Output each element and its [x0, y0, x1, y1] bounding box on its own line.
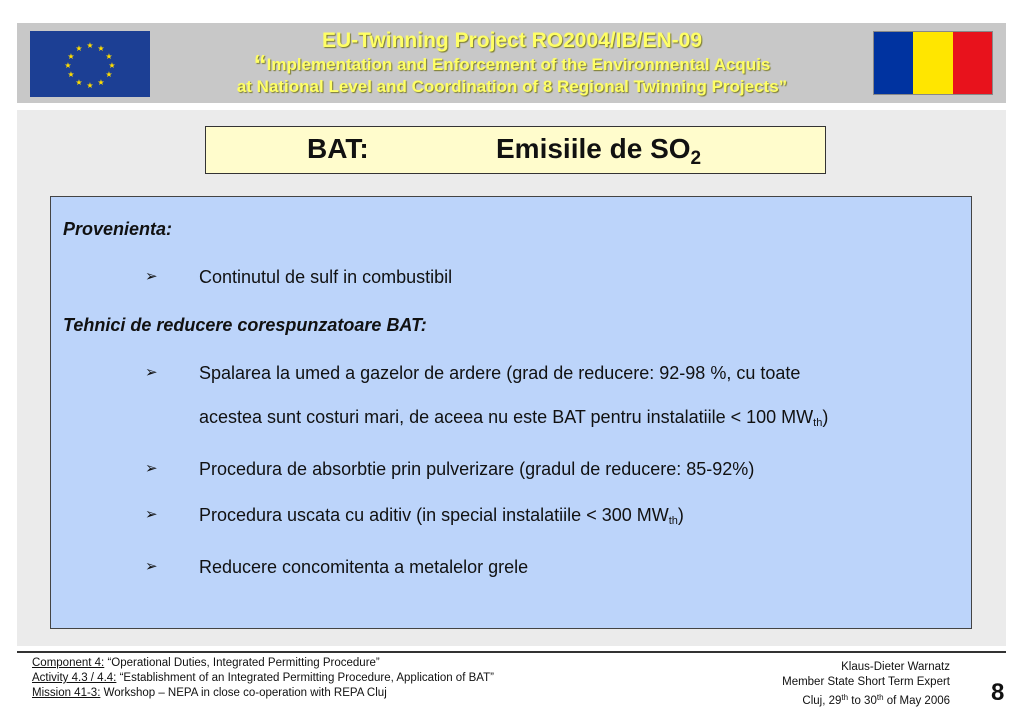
title-subscript: 2	[690, 148, 702, 169]
ro-flag-yellow	[913, 32, 952, 94]
footer-component: Component 4: “Operational Duties, Integrated Permitting Procedure”	[32, 657, 380, 669]
list-item: ➢ Spalarea la umed a gazelor de ardere (grad de reducere: 92-98 %, cu toate acestea sunt costuri mari, de aceea nu este BAT pentru instalatiile < 100 $MW_{th}$)	[145, 363, 829, 429]
ro-flag-red	[953, 32, 992, 94]
title-left: BAT:	[307, 133, 369, 164]
svg-text:★: ★	[75, 44, 83, 53]
list-item: ➢ Continutul de sulf in combustibil	[145, 267, 453, 287]
list-item: ➢ Procedura de absorbtie prin pulverizare (gradul de reducere: 85-92%)	[145, 459, 755, 479]
footer-divider	[17, 651, 1006, 653]
footer-author: Klaus-Dieter Warnatz	[841, 661, 950, 673]
svg-text:★: ★	[67, 70, 75, 79]
footer-activity: Activity 4.3 / 4.4: “Establishment of an Integrated Permitting Procedure, Application of BAT”	[32, 672, 494, 684]
arrow-bullet-icon: ➢	[145, 558, 158, 575]
footer-date: Cluj, 29th to 30th of May 2006	[802, 693, 950, 707]
list-item: ➢ Reducere concomitenta a metalelor grele	[145, 557, 529, 577]
footer-right	[782, 660, 950, 709]
svg-text:★: ★	[86, 41, 94, 50]
open-quote: “	[253, 49, 267, 79]
header-title	[157, 25, 867, 95]
heading-tehnici: Tehnici de reducere corespunzatoare BAT:	[63, 315, 427, 335]
arrow-bullet-icon: ➢	[145, 268, 158, 285]
svg-text:★: ★	[105, 52, 113, 61]
project-code: EU-Twinning Project RO2004/IB/EN-09	[321, 29, 703, 52]
ro-flag-blue	[874, 32, 913, 94]
footer-role: Member State Short Term Expert	[782, 676, 950, 688]
arrow-bullet-icon: ➢	[145, 364, 158, 381]
slide-title	[205, 126, 826, 174]
project-subtitle	[157, 51, 867, 77]
arrow-bullet-icon: ➢	[145, 460, 158, 477]
footer-left	[32, 656, 494, 701]
content-box	[50, 196, 972, 629]
arrow-bullet-icon: ➢	[145, 506, 158, 523]
svg-text:★: ★	[86, 81, 94, 90]
svg-text:★: ★	[97, 44, 105, 53]
svg-text:★: ★	[75, 78, 83, 87]
project-subtitle-2: at National Level and Coordination of 8 Regional Twinning Projects”	[236, 77, 788, 96]
title-right-text: Emisiile de SO	[496, 133, 691, 164]
heading-provenienta: Provenienta:	[63, 219, 173, 239]
romania-flag-icon	[873, 31, 993, 95]
svg-text:★: ★	[97, 78, 105, 87]
svg-text:★: ★	[67, 52, 75, 61]
project-header	[17, 23, 1006, 103]
title-right	[496, 133, 701, 170]
page-number: 8	[991, 679, 1005, 706]
eu-flag-icon	[30, 31, 150, 97]
svg-text:★: ★	[105, 70, 113, 79]
svg-text:★: ★	[64, 61, 72, 70]
project-subtitle-text: Implementation and Enforcement of the Environmental Acquis	[266, 55, 771, 74]
svg-text:★: ★	[108, 61, 116, 70]
footer-mission: Mission 41-3: Workshop – NEPA in close co-operation with REPA Cluj	[32, 687, 387, 699]
list-item: ➢ Procedura uscata cu aditiv (in special instalatiile < 300 $MW_{th}$)	[145, 505, 684, 527]
